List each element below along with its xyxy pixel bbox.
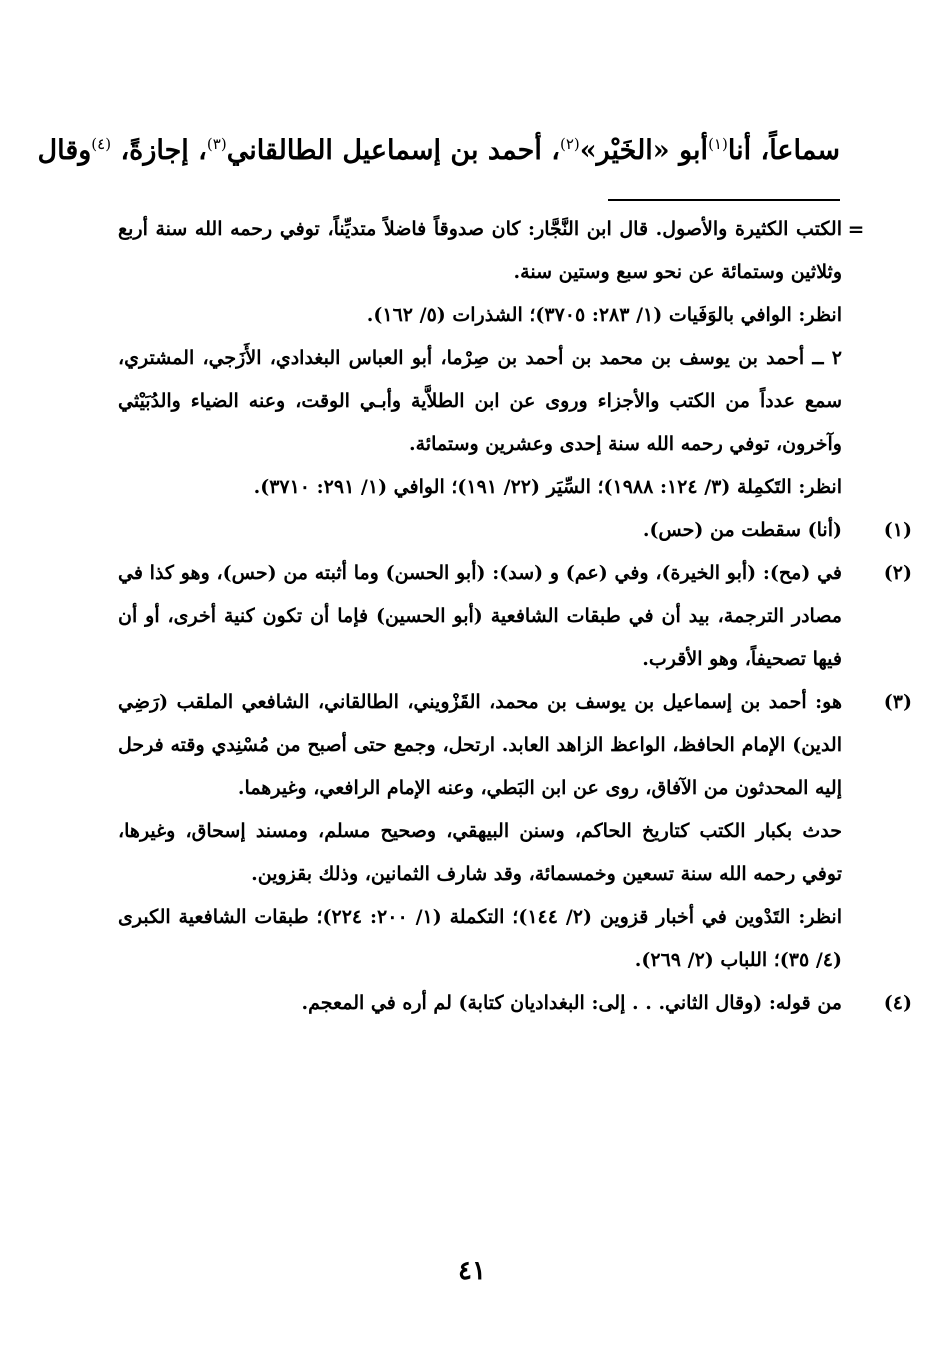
main-text-line	[37, 126, 840, 176]
footnote-number: (٣)	[883, 691, 912, 713]
main-text-part: ، إجازةً،	[111, 135, 207, 166]
main-text-part: وقال	[37, 135, 92, 166]
footnote-ref-2[interactable]: (٢)	[559, 135, 580, 153]
footnotes-section	[118, 208, 912, 1025]
main-text-part: سماعاً، أنا	[727, 135, 840, 166]
footnote-1	[118, 509, 912, 552]
footnote-separator	[608, 199, 840, 201]
page-number: ٤١	[458, 1256, 486, 1286]
footnote-ref-3[interactable]: (٣)	[206, 135, 227, 153]
continued-note-paragraph: ٢ ــ أحمد بن يوسف بن محمد بن أحمد بن صِرْما، أبو العباس البغدادي، الأَزَجي، المشتري، سمع عدداً من الكتب والأجزاء وروى عن ابن الطلاَّية وأبـي الوقت، وعنه الضياء والدُبَيْثي وآخرون، توفي رحمه الله سنة إحدى وعشرين وستمائة.	[118, 347, 842, 455]
footnote-ref-4[interactable]: (٤)	[91, 135, 112, 153]
footnote-3	[118, 681, 912, 982]
footnote-text: هو: أحمد بن إسماعيل بن يوسف بن محمد، القَزْويني، الطالقاني، الشافعي الملقب (رَضِي الدين) الإمام الحافظ، الواعظ الزاهد العابد. ارتحل، وجمع حتى أصبح من مُسْنِدي وقته فرحل إليه المحدثون من الآفاق، روى عن ابن البَطي، وعنه الإمام الرافعي، وغيرهما.	[118, 691, 842, 799]
footnote-4	[118, 982, 912, 1025]
main-text-part: أبو «الخَيْر»	[579, 135, 709, 166]
continued-note-paragraph: انظر: الوافي بالوَفَيات (١/ ٢٨٣: ٣٧٠٥)؛ الشذرات (٥/ ١٦٢).	[366, 304, 842, 326]
footnote-text: (أنا) سقطت من (حس).	[642, 519, 842, 541]
footnote-2	[118, 552, 912, 681]
footnote-text: من قوله: (وقال الثاني. . . إلى: البغداديان كتابة) لم أره في المعجم.	[301, 992, 842, 1014]
footnote-text: حدث بكبار الكتب كتاريخ الحاكم، وسنن البيهقي، وصحيح مسلم، ومسند إسحاق، وغيرها، توفي رحمه الله سنة تسعين وخمسمائة، وقد شارف الثمانين، وذلك بقزوين.	[118, 820, 842, 885]
footnote-number: (٤)	[883, 992, 912, 1014]
continuation-mark: =	[847, 217, 865, 241]
footnote-text: انظر: التَدْوين في أخبار قزوين (٢/ ١٤٤)؛ التكملة (١/ ٢٠٠: ٢٢٤)؛ طبقات الشافعية الكبرى (٤/ ٣٥)؛ اللباب (٢/ ٢٦٩).	[118, 906, 842, 971]
footnote-text: في (مح): (أبو الخيرة)، وفي (عم) و (سد): (أبو الحسن) وما أثبته من (حس)، وهو كذا في مصادر الترجمة، بيد أن في طبقات الشافعية (أبو الحسين) فإما أن تكون كنية أخرى، أو أن فيها تصحيفاً، وهو الأقرب.	[118, 562, 842, 670]
footnote-number: (٢)	[883, 562, 912, 584]
footnote-number: (١)	[883, 519, 912, 541]
continued-note-paragraph: الكتب الكثيرة والأصول. قال ابن النَّجَّار: كان صدوقاً فاضلاً متديِّناً، توفي رحمه الله سنة أربع وثلاثين وستمائة عن نحو سبع وستين سنة.	[118, 218, 842, 283]
continued-note-paragraph: انظر: التَكمِلة (٣/ ١٢٤: ١٩٨٨)؛ السِّيَر (٢٢/ ١٩١)؛ الوافي (١/ ٢٩١: ٣٧١٠).	[253, 476, 842, 498]
main-text-part: ، أحمد بن إسماعيل الطالقاني	[226, 135, 560, 166]
footnote-ref-1[interactable]: (١)	[708, 135, 728, 153]
